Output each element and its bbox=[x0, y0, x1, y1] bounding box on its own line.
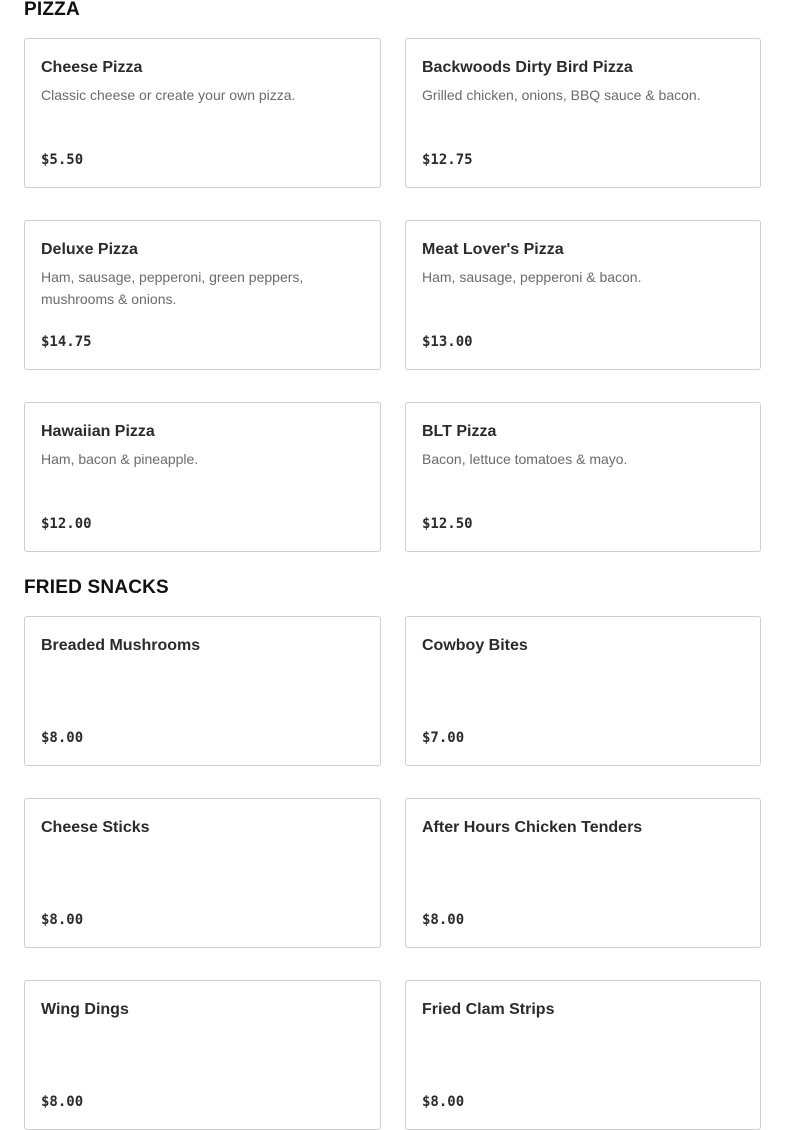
menu-item-name: Breaded Mushrooms bbox=[41, 637, 201, 654]
menu-item-price: $12.75 bbox=[422, 152, 473, 168]
menu-item-name: Backwoods Dirty Bird Pizza bbox=[422, 59, 633, 76]
section-title-fried-snacks: FRIED SNACKS bbox=[24, 577, 169, 598]
menu-item-price: $8.00 bbox=[422, 1094, 465, 1110]
menu-item-card[interactable] bbox=[405, 220, 761, 370]
menu-item-name: Wing Dings bbox=[41, 1001, 129, 1018]
menu-item-name: Cowboy Bites bbox=[422, 637, 528, 654]
menu-item-name: Deluxe Pizza bbox=[41, 241, 138, 258]
menu-item-name: BLT Pizza bbox=[422, 423, 497, 440]
menu-grid-pizza bbox=[24, 38, 761, 552]
menu-item-card[interactable] bbox=[405, 980, 761, 1130]
menu-item-card[interactable] bbox=[24, 402, 381, 552]
menu-item-description: Ham, sausage, pepperoni, green peppers, mushrooms & onions. bbox=[41, 269, 304, 307]
menu-item-price: $8.00 bbox=[41, 912, 84, 928]
menu-item-price: $8.00 bbox=[41, 1094, 84, 1110]
menu-item-description: Grilled chicken, onions, BBQ sauce & bacon. bbox=[422, 87, 701, 103]
menu-item-card[interactable] bbox=[405, 798, 761, 948]
menu-item-card[interactable] bbox=[24, 980, 381, 1130]
menu-item-price: $12.50 bbox=[422, 516, 473, 532]
menu-grid-fried-snacks bbox=[24, 616, 761, 1130]
menu-item-card[interactable] bbox=[405, 616, 761, 766]
menu-item-card[interactable] bbox=[405, 38, 761, 188]
menu-item-card[interactable] bbox=[24, 798, 381, 948]
menu-item-price: $5.50 bbox=[41, 152, 84, 168]
menu-item-card[interactable] bbox=[24, 220, 381, 370]
menu-item-name: Cheese Sticks bbox=[41, 819, 150, 836]
menu-item-price: $7.00 bbox=[422, 730, 465, 746]
menu-item-price: $12.00 bbox=[41, 516, 92, 532]
menu-item-description: Bacon, lettuce tomatoes & mayo. bbox=[422, 451, 628, 467]
menu-item-price: $13.00 bbox=[422, 334, 473, 350]
section-title-pizza: PIZZA bbox=[24, 0, 80, 20]
menu-item-price: $14.75 bbox=[41, 334, 92, 350]
menu-item-name: Meat Lover's Pizza bbox=[422, 241, 564, 258]
menu-item-price: $8.00 bbox=[41, 730, 84, 746]
menu-item-description: Ham, sausage, pepperoni & bacon. bbox=[422, 269, 642, 285]
menu-item-name: Fried Clam Strips bbox=[422, 1001, 555, 1018]
menu-item-card[interactable] bbox=[24, 616, 381, 766]
menu-item-card[interactable] bbox=[405, 402, 761, 552]
menu-item-card[interactable] bbox=[24, 38, 381, 188]
menu-item-description: Ham, bacon & pineapple. bbox=[41, 451, 199, 467]
menu-item-name: Cheese Pizza bbox=[41, 59, 143, 76]
menu-item-name: Hawaiian Pizza bbox=[41, 423, 155, 440]
menu-item-description: Classic cheese or create your own pizza. bbox=[41, 87, 296, 103]
menu-item-price: $8.00 bbox=[422, 912, 465, 928]
menu-item-name: After Hours Chicken Tenders bbox=[422, 819, 643, 836]
